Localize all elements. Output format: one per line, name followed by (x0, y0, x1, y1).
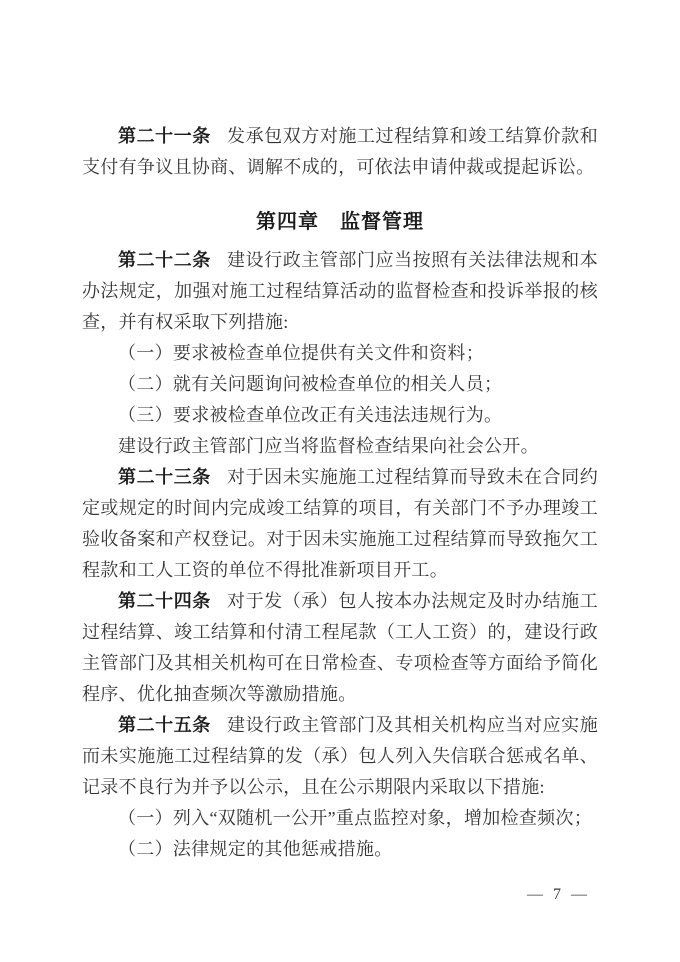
article-21-number: 第二十一条 (118, 126, 211, 146)
article-24-number: 第二十四条 (118, 591, 211, 611)
article-25-paragraph (82, 710, 598, 803)
article-21-paragraph (82, 121, 598, 183)
article-25-item-2: （二）法律规定的其他惩戒措施。 (118, 839, 393, 859)
article-22-paragraph (82, 245, 598, 338)
page-number: — 7 — (527, 886, 590, 903)
article-23-paragraph (82, 462, 598, 586)
article-22-number: 第二十二条 (118, 250, 211, 270)
article-24-paragraph (82, 586, 598, 710)
article-22-closing-paragraph: 建设行政主管部门应当将监督检查结果向社会公开。 (118, 436, 539, 456)
article-22-item-1: （一）要求被检查单位提供有关文件和资料； (118, 343, 484, 363)
article-24-text: 对于发（承）包人按本办法规定及时办结施工过程结算、竣工结算和付清工程尾款（工人工资）的，建设行政主管部门及其相关机构可在日常检查、专项检查等方面给予简化程序、优化抽查频次等激励措施。 (82, 591, 599, 704)
article-22-text: 建设行政主管部门应当按照有关法律法规和本办法规定，加强对施工过程结算活动的监督检查和投诉举报的核查，并有权采取下列措施: (82, 250, 599, 332)
chapter-heading: 第四章 监督管理 (256, 211, 424, 233)
article-22-item-2: （二）就有关问题询问被检查单位的相关人员； (118, 374, 503, 394)
article-22-item-3: （三）要求被检查单位改正有关违法违规行为。 (118, 405, 503, 425)
article-21-text: 发承包双方对施工过程结算和竣工结算价款和支付有争议且协商、调解不成的，可依法申请仲裁或提起诉讼。 (82, 126, 599, 177)
article-23-text: 对于因未实施施工过程结算而导致未在合同约定或规定的时间内完成竣工结算的项目，有关部门不予办理竣工验收备案和产权登记。对于因未实施施工过程结算而导致拖欠工程款和工人工资的单位不得批准新项目开工。 (82, 467, 599, 580)
article-25-text: 建设行政主管部门及其相关机构应当对应实施而未实施施工过程结算的发（承）包人列入失信联合惩戒名单、记录不良行为并予以公示，且在公示期限内采取以下措施: (82, 715, 599, 797)
article-25-item-1: （一）列入“双随机一公开”重点监控对象，增加检查频次； (118, 808, 593, 828)
article-25-number: 第二十五条 (118, 715, 211, 735)
article-23-number: 第二十三条 (118, 467, 211, 487)
